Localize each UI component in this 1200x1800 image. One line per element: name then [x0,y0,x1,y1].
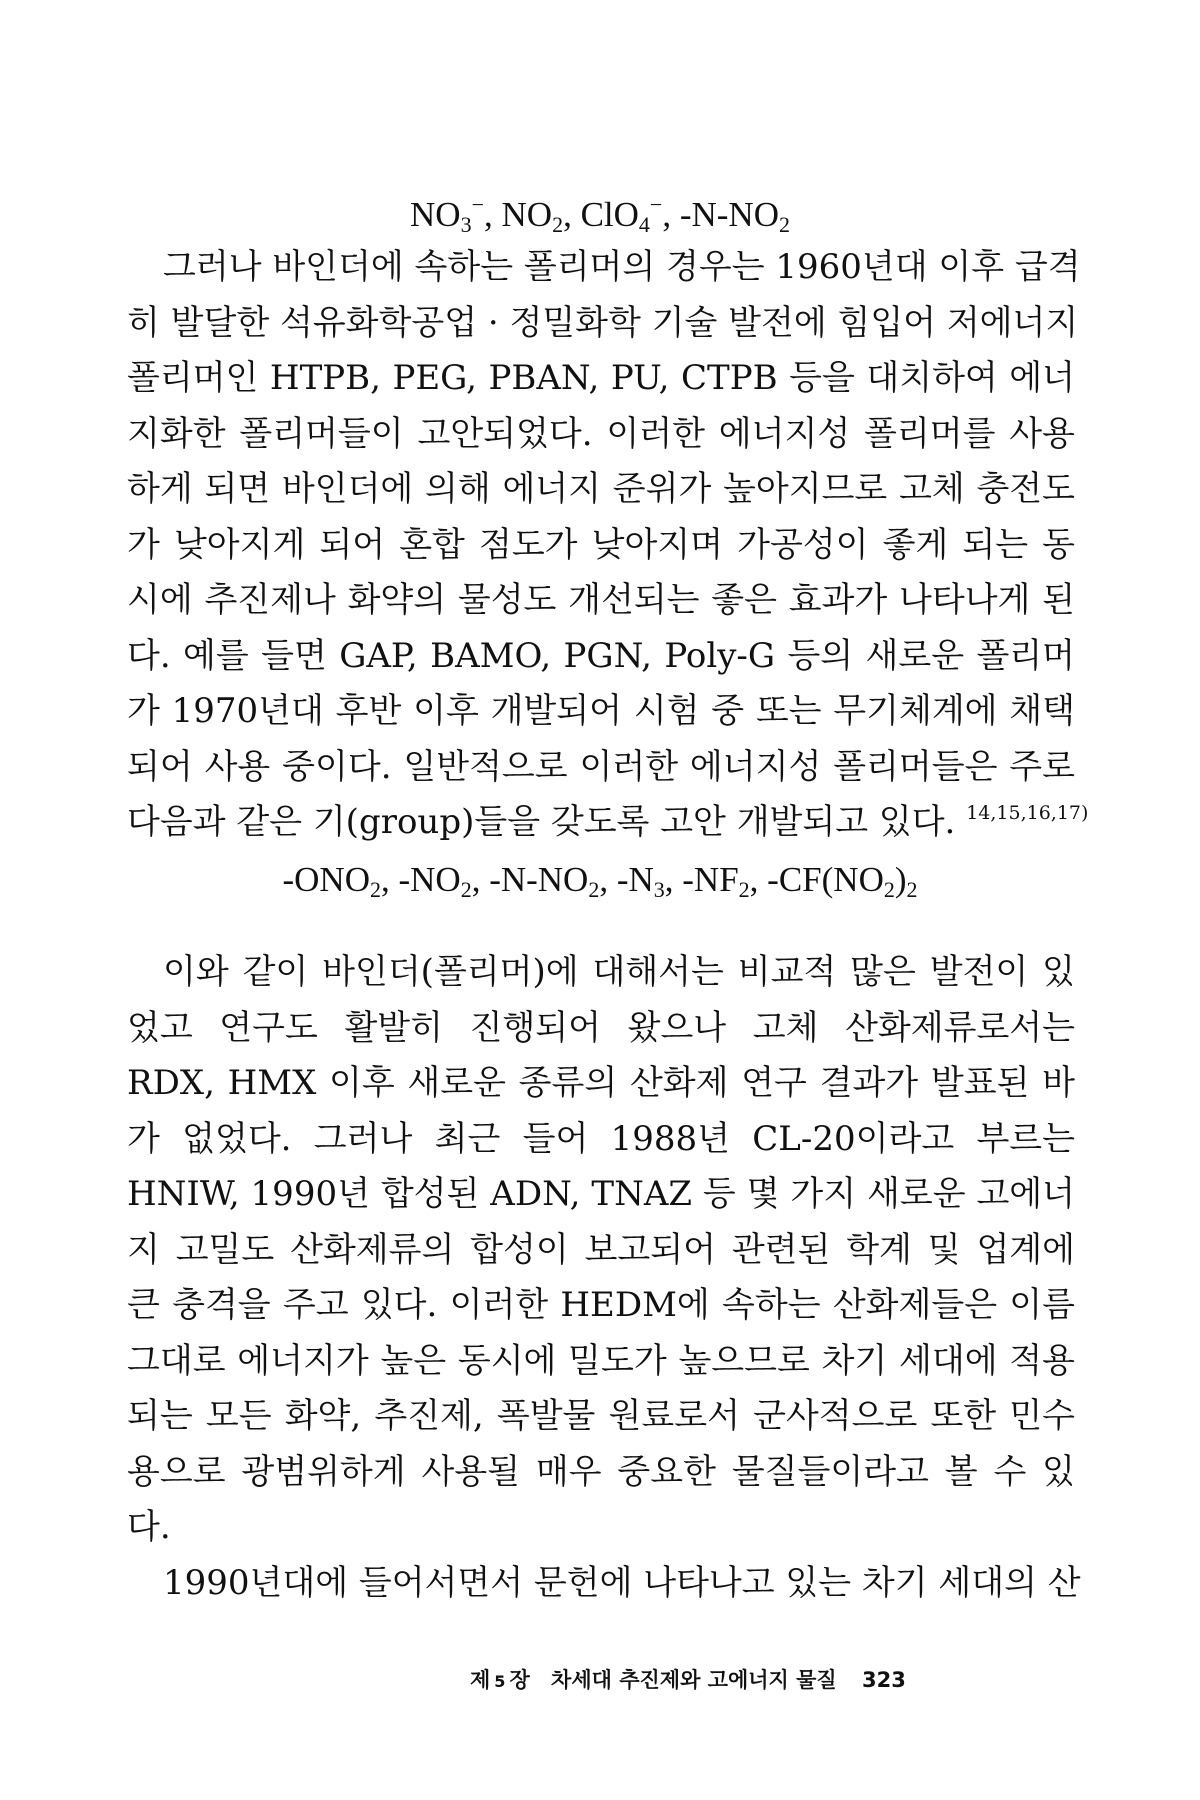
paragraph-line: 다. 예를 들면 GAP, BAMO, PGN, Poly-G 등의 새로운 폴리머 [127,635,1075,676]
paragraph-line: 용으로 광범위하게 사용될 매우 중요한 물질들이라고 볼 수 있 [127,1451,1075,1492]
formula-clo4: ClO$_4$− [580,192,663,237]
paragraph-last-line: 다. [127,1507,171,1547]
paragraph-line: HNIW, 1990년 합성된 ADN, TNAZ 등 몇 가지 새로운 고에너 [127,1174,1075,1214]
paragraph-oxidizers [127,945,1075,1556]
formula-nf2: $-NF_2$ [682,860,750,902]
paragraph-line: 그대로 에너지가 높은 동시에 밀도가 높으므로 차기 세대에 적용 [127,1340,1075,1381]
paragraph-line: 었고 연구도 활발히 진행되어 왔으나 고체 산화제류로서는 [127,1007,1075,1048]
paragraph-line: 1990년대에 들어서면서 문헌에 나타나고 있는 차기 세대의 산 [163,1563,1081,1603]
formula-ono2: $-ONO_2$ [282,860,381,902]
paragraph-line: 하게 되면 바인더에 의해 에너지 준위가 높아지므로 고체 충전도 [127,469,1075,509]
formula-nno2-group: $-N-NO_2$ [489,860,600,902]
citation-superscript: 14,15,16,17) [966,802,1089,824]
paragraph-line: 지 고밀도 산화제류의 합성이 보고되어 관련된 학계 및 업계에 [127,1229,1075,1270]
paragraph-binder-polymers [127,240,1089,851]
formula-n3: $-N_3$ [616,860,665,902]
paragraph-line: 폴리머인 HTPB, PEG, PBAN, PU, CTPB 등을 대치하여 에너 [127,358,1075,398]
chapter-title: 차세대 추진제와 고에너지 물질 [551,1668,837,1692]
formula-nno2: $-N-NO_2$ [679,195,790,237]
chapter-number: 5 [494,1672,506,1691]
paragraph-line: 지화한 폴리머들이 고안되었다. 이러한 에너지성 폴리머를 사용 [127,413,1075,454]
page-number: 323 [862,1668,906,1692]
paragraph-line: RDX, HMX 이후 새로운 종류의 산화제 연구 결과가 발표된 바 [127,1063,1075,1103]
formula-cf-no2-2: $-CF(NO_2)_2$ [767,860,918,902]
paragraph-line: 되어 사용 중이다. 일반적으로 이러한 에너지성 폴리머들은 주로 [127,746,1075,787]
paragraph-line: 가 낮아지게 되어 혼합 점도가 낮아지며 가공성이 좋게 되는 동 [127,524,1075,565]
paragraph-next-generation [127,1556,1081,1612]
formula-no3: $NO_3^-$ [410,192,484,237]
paragraph-line: 큰 충격을 주고 있다. 이러한 HEDM에 속하는 산화제들은 이름 [127,1285,1075,1325]
chapter-suffix: 장 [509,1668,530,1692]
formula-groups-energetic: $-ONO_2$, $-NO_2$, $-N-NO_2$, $-N_3$, $-NF_2$, $-CF(NO_2)_2$ [282,860,918,902]
running-footer [470,1660,1070,1700]
paragraph-line: 히 발달한 석유화학공업 · 정밀화학 기술 발전에 힘입어 저에너지 [127,302,1079,343]
paragraph-line: 가 1970년대 후반 이후 개발되어 시험 중 또는 무기체계에 채택 [127,691,1075,731]
paragraph-line: 되는 모든 화약, 추진제, 폭발물 원료로서 군사적으로 또한 민수 [127,1396,1075,1436]
paragraph-last-line: 다음과 같은 기(group)들을 갖도록 고안 개발되고 있다. $^{14,15,16,17)}$ [127,802,1089,842]
paragraph-line: 이와 같이 바인더(폴리머)에 대해서는 비교적 많은 발전이 있 [163,952,1075,992]
formula-groups-oxidizer: $NO_3^-$, $NO_2$, ClO$_4$−, $-N-NO_2$ [410,192,790,237]
formula-no2: $NO_2$ [501,195,564,237]
paragraph-line: 시에 추진제나 화약의 물성도 개선되는 좋은 효과가 나타나게 된 [127,580,1075,620]
paragraph-line: 가 없었다. 그러나 최근 들어 1988년 CL-20이라고 부르는 [127,1118,1075,1159]
paragraph-line: 그러나 바인더에 속하는 폴리머의 경우는 1960년대 이후 급격 [163,247,1081,287]
formula-no2-group: $-NO_2$ [398,860,472,902]
chapter-prefix: 제 [470,1668,491,1692]
